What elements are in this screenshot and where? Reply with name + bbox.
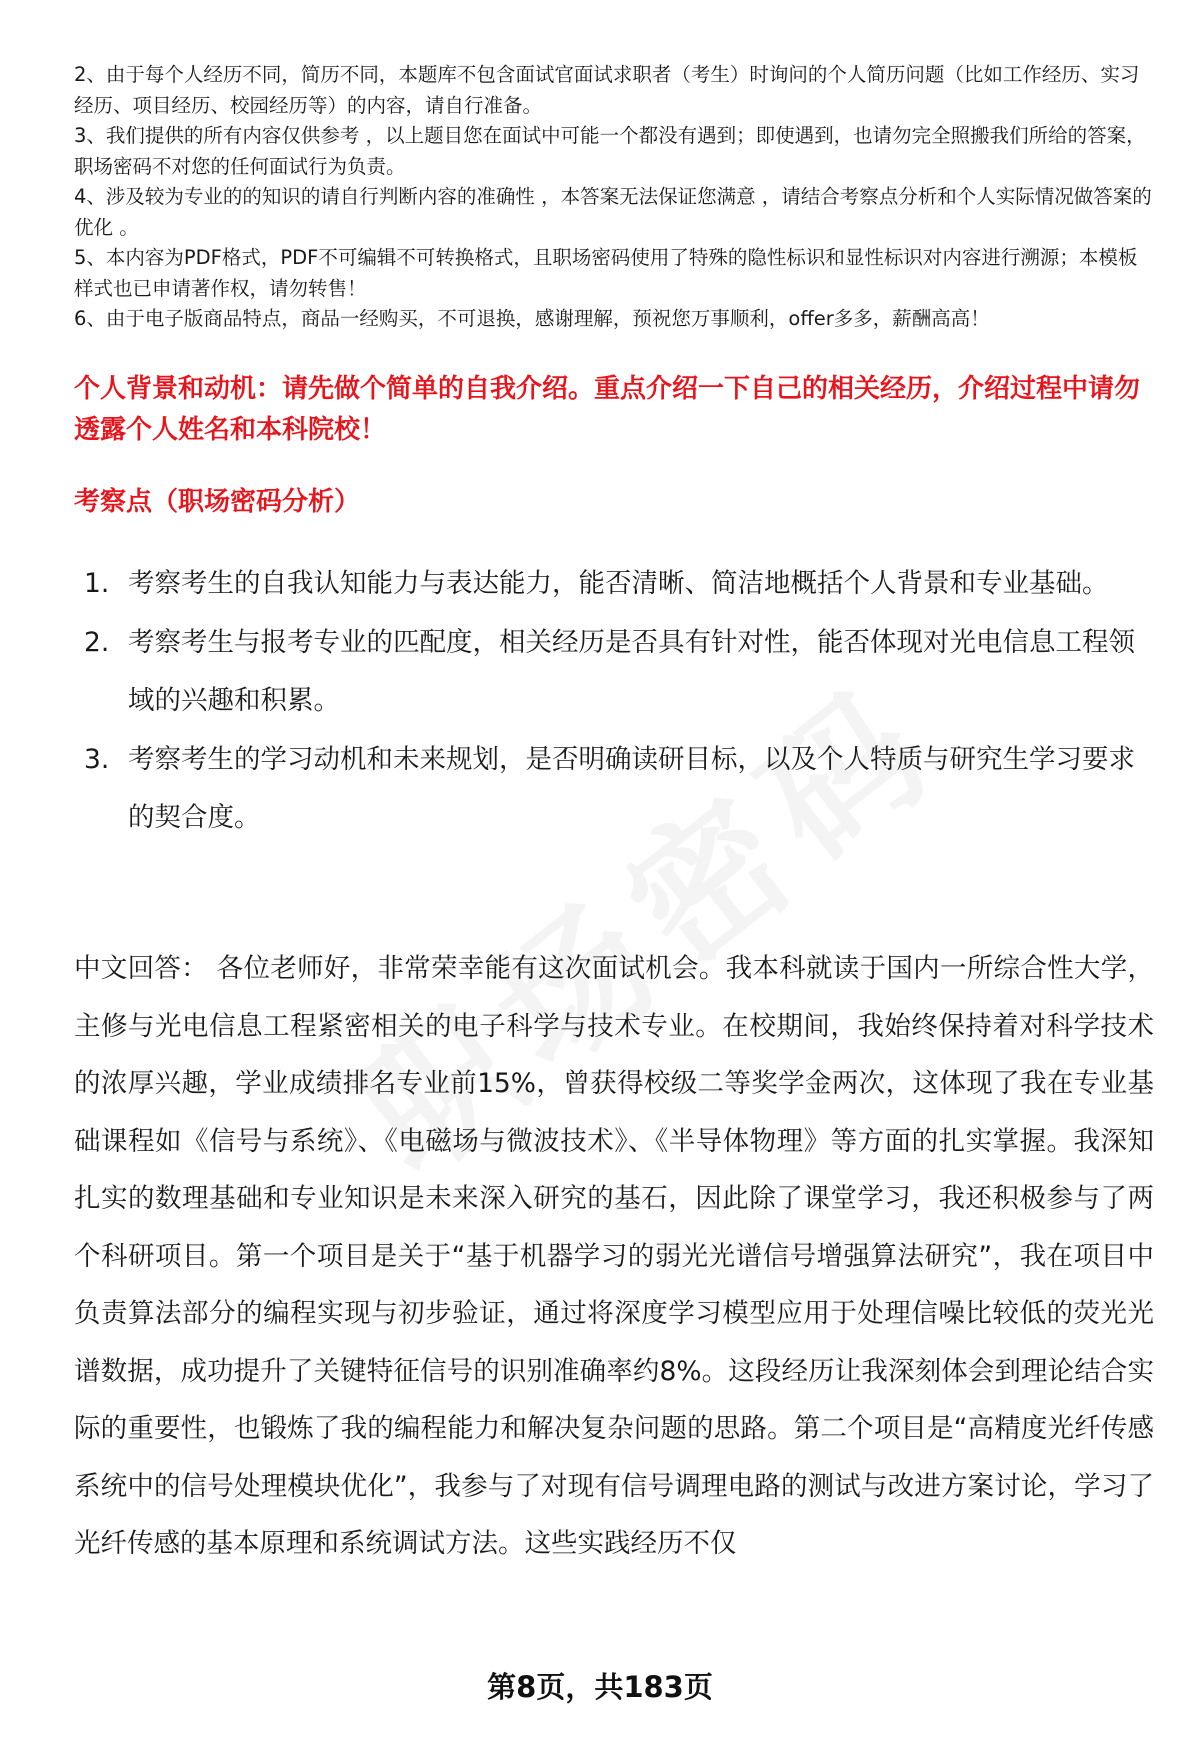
note-item: 4、涉及较为专业的的知识的请自行判断内容的准确性 ，本答案无法保证您满意 ，请结合考察点分析和个人实际情况做答案的优化 。 (74, 185, 1152, 239)
point-number: 3. (84, 743, 110, 775)
page-number-footer: 第8页，共183页 (487, 1670, 713, 1704)
kaocha-point (74, 555, 1154, 614)
point-number: 2. (84, 626, 110, 658)
point-text: 考察考生的学习动机和未来规划，是否明确读研目标，以及个人特质与研究生学习要求的契合度。 (128, 743, 1135, 833)
kaocha-point (74, 731, 1154, 848)
point-text: 考察考生与报考专业的匹配度，相关经历是否具有针对性，能否体现对光电信息工程领域的兴趣和积累。 (128, 626, 1135, 716)
point-text: 考察考生的自我认知能力与表达能力，能否清晰、简洁地概括个人背景和专业基础。 (128, 568, 1109, 599)
kaocha-point (74, 614, 1154, 731)
answer-paragraph: 中文回答： 各位老师好，非常荣幸能有这次面试机会。我本科就读于国内一所综合性大学，主修与光电信息工程紧密相关的电子科学与技术专业。在校期间，我始终保持着对科学技术的浓厚兴趣，学业成绩排名专业前15%，曾获得校级二等奖学金两次，这体现了我在专业基础课程如《信号与系统》、《电磁场与微波技术》、《半导体物理》等方面的扎实掌握。我深知扎实的数理基础和专业知识是未来深入研究的基石，因此除了课堂学习，我还积极参与了两个科研项目。第一个项目是关于“基于机器学习的弱光光谱信号增强算法研究”，我在项目中负责算法部分的编程实现与初步验证，通过将深度学习模型应用于处理信噪比较低的荧光光谱数据，成功提升了关键特征信号的识别准确率约8%。这段经历让我深刻体会到理论结合实际的重要性，也锻炼了我的编程能力和解决复杂问题的思路。第二个项目是“高精度光纤传感系统中的信号处理模块优化”，我参与了对现有信号调理电路的测试与改进方案讨论，学习了光纤传感的基本原理和系统调试方法。这些实践经历不仅 (74, 953, 1154, 1559)
notes-section (74, 60, 1154, 335)
question-title: 个人背景和动机：请先做个简单的自我介绍。重点介绍一下自己的相关经历，介绍过程中请勿透露个人姓名和本科院校！ (74, 374, 1141, 445)
kaocha-points-list (74, 555, 1154, 848)
note-item: 6、由于电子版商品特点，商品一经购买，不可退换，感谢理解，预祝您万事顺利，offer多多，薪酬高高！ (74, 307, 990, 330)
kaocha-title: 考察点（职场密码分析） (74, 487, 361, 517)
note-item: 3、我们提供的所有内容仅供参考 ，以上题目您在面试中可能一个都没有遇到；即使遇到，也请勿完全照搬我们所给的答案，职场密码不对您的任何面试行为负责。 (74, 124, 1146, 178)
note-item: 2、由于每个人经历不同，简历不同，本题库不包含面试官面试求职者（考生）时询问的个人简历问题（比如工作经历、实习经历、项目经历、校园经历等）的内容，请自行准备。 (74, 63, 1140, 117)
note-item: 5、本内容为PDF格式，PDF不可编辑不可转换格式，且职场密码使用了特殊的隐性标识和显性标识对内容进行溯源；本模板样式也已申请著作权，请勿转售！ (74, 246, 1138, 300)
point-number: 1. (84, 568, 110, 599)
